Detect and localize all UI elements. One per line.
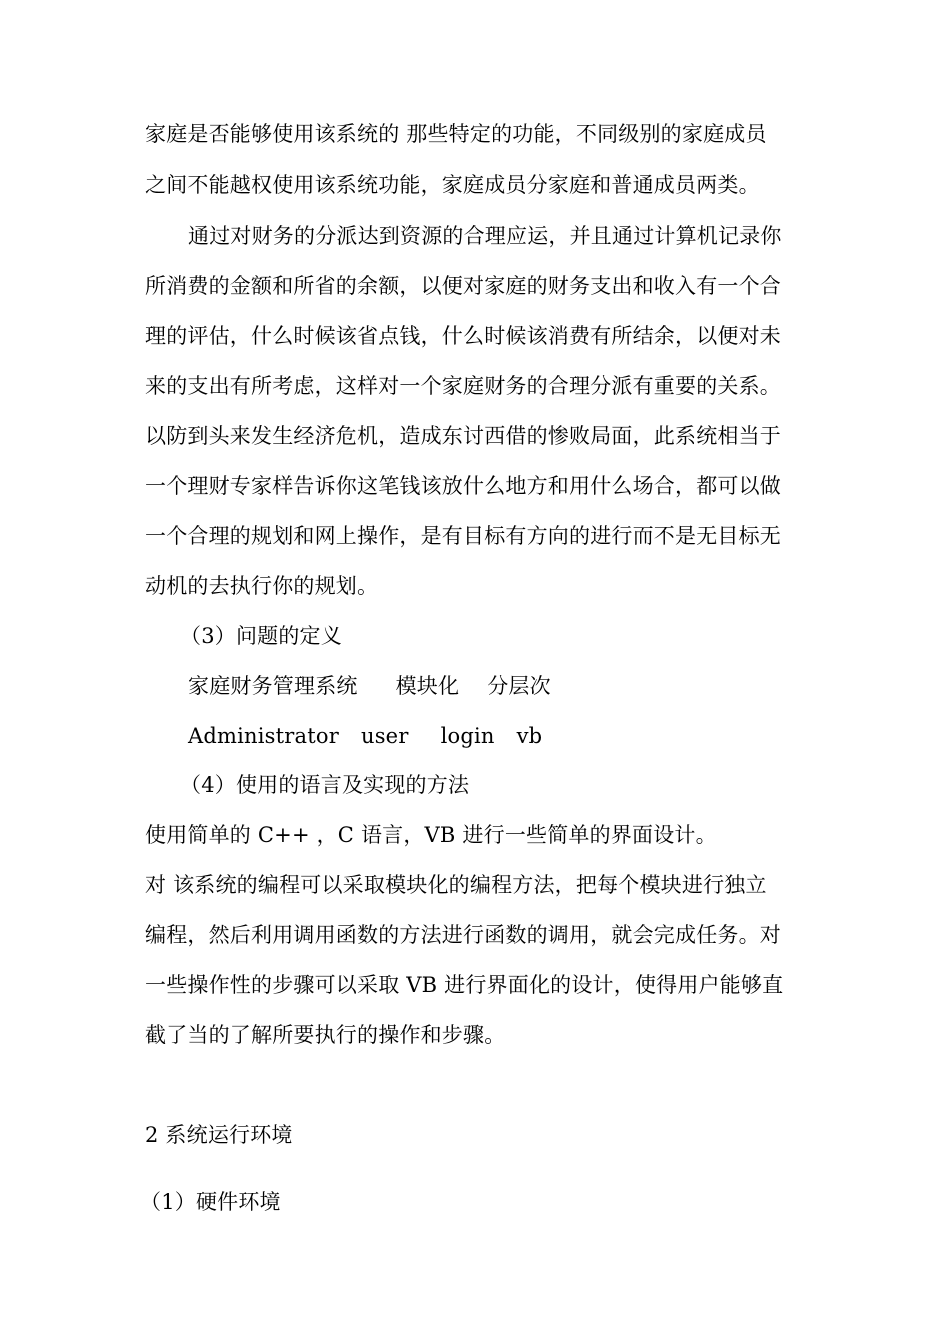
paragraph-line: 一个合理的规划和网上操作，是有目标有方向的进行而不是无目标无 bbox=[145, 524, 781, 548]
paragraph-line: 对 该系统的编程可以采取模块化的编程方法，把每个模块进行独立 bbox=[145, 873, 767, 897]
chapter-heading: 2 系统运行环境 bbox=[145, 1123, 293, 1147]
paragraph-line: 来的支出有所考虑，这样对一个家庭财务的合理分派有重要的关系。 bbox=[145, 374, 781, 398]
section-heading: （4）使用的语言及实现的方法 bbox=[180, 773, 470, 797]
keyword: 家庭财务管理系统 bbox=[188, 674, 358, 698]
paragraph-line: 通过对财务的分派达到资源的合理应运，并且通过计算机记录你 bbox=[188, 224, 782, 248]
paragraph-line: 理的评估，什么时候该省点钱，什么时候该消费有所结余，以便对未 bbox=[145, 324, 781, 348]
subsection-heading: （1）硬件环境 bbox=[140, 1190, 281, 1214]
paragraph-line: 编程，然后利用调用函数的方法进行函数的调用，就会完成任务。对 bbox=[145, 923, 781, 947]
keyword: user bbox=[360, 724, 409, 748]
keyword: login bbox=[440, 724, 495, 748]
keyword: 分层次 bbox=[487, 674, 551, 698]
paragraph-line: 动机的去执行你的规划。 bbox=[145, 574, 379, 598]
paragraph-line: 所消费的金额和所省的余额，以便对家庭的财务支出和收入有一个合 bbox=[145, 274, 781, 298]
keyword-row-cn bbox=[188, 671, 853, 701]
keyword: vb bbox=[516, 724, 543, 748]
paragraph-line: 以防到头来发生经济危机，造成东讨西借的惨败局面，此系统相当于 bbox=[145, 424, 781, 448]
paragraph-line: 使用简单的 C++ ，C 语言，VB 进行一些简单的界面设计。 bbox=[145, 823, 717, 847]
keyword-row-en bbox=[188, 721, 853, 751]
paragraph-line: 一个理财专家样告诉你这笔钱该放什么地方和用什么场合，都可以做 bbox=[145, 474, 781, 498]
keyword: 模块化 bbox=[395, 674, 460, 698]
paragraph-line: 一些操作性的步骤可以采取 VB 进行界面化的设计，使得用户能够直 bbox=[145, 973, 784, 997]
paragraph-line: 之间不能越权使用该系统功能，家庭成员分家庭和普通成员两类。 bbox=[145, 173, 760, 197]
keyword: Administrator bbox=[188, 724, 339, 748]
paragraph-line: 截了当的了解所要执行的操作和步骤。 bbox=[145, 1023, 506, 1047]
section-heading: （3）问题的定义 bbox=[180, 624, 342, 648]
paragraph-line: 家庭是否能够使用该系统的 那些特定的功能，不同级别的家庭成员 bbox=[145, 122, 767, 146]
